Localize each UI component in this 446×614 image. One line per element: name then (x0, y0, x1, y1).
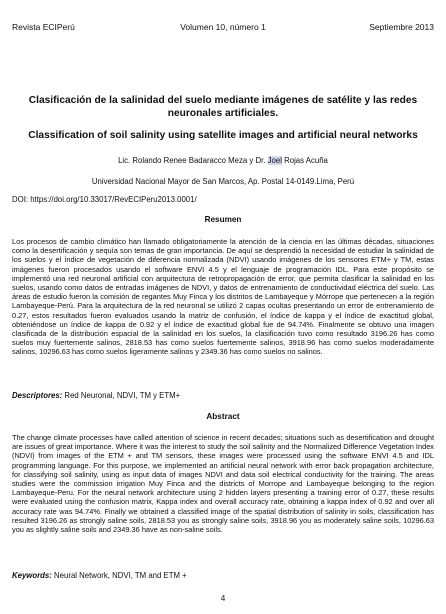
page-number: 4 (220, 594, 226, 603)
keywords-text: Neural Network, NDVI, TM and ETM + (51, 571, 187, 580)
authors-highlighted-name[interactable]: Joel (267, 156, 282, 165)
journal-name: Revista ECIPerú (12, 22, 75, 32)
doi-link[interactable]: DOI: https://doi.org/10.33017/RevECIPeru2013.0001/ (12, 195, 197, 204)
abstract-body: The change climate processes have called attention of science in recent decades; situations such as desertification and drought are issues of great importance. Where it was the interest to study the soil salinity and the Normalized Difference Vegetation Index (NDVI) from images of the ETM + and TM sensors, these images were processed using the software ENVI 4.5 and IDL programming language. For this purpose, we implemented an artificial neural network with error back propagation architecture, for classifying soil salinity, using as input data of images NDVI and data soil electrical conductivity for the training. The areas studies were the commission irrigation Muy Finca and the districts of Morrope and Lambayeque belonging to the region Lambayeque-Peru. For the neural network architecture using 2 hidden layers presenting a training error of 0.27, these results were evaluated using the confusion matrix, Kappa index and overall accuracy rate, obtaining a kappa index of 0.92 and over all accuracy rate was 94.74%. Finally we obtained a classified image of the spatial distribution of salinity in soils, classification has resulted 3196.26 as strongly saline soils, 2818.53 you as strongly saline soils, 3918.96 you as moderately saline soils, 10296.63 you as slightly saline soils and 2349.36 have as non-saline soils. (12, 433, 434, 535)
abstract-heading: Abstract (206, 412, 240, 421)
resumen-heading: Resumen (204, 215, 242, 224)
volume-issue: Volumen 10, número 1 (180, 22, 266, 32)
descriptores-text: Red Neuronal, NDVI, TM y ETM+ (62, 391, 181, 400)
affiliation: Universidad Nacional Mayor de San Marcos, Ap. Postal 14-0149.Lima, Perú (91, 177, 355, 186)
descriptores-label: Descriptores: (12, 391, 63, 400)
keywords-line (12, 571, 434, 581)
issue-date: Septiembre 2013 (369, 22, 434, 32)
resumen-body: Los procesos de cambio climático han llamado obligatoriamente la atención de la ciencia en las últimas décadas, situaciones como la desertificación y sequía son temas de gran importancia. De aquí se desprendió la necesidad de estudiar la salinidad de los suelos y el índice de vegetación de diferencia normalizada (NDVI) usando imágenes de los sensores ETM+ y TM, estas imágenes fueron procesados usando el software ENVI 4.5 y el lenguaje de programación IDL. Para este propósito se implementó una red neuronal artificial con arquitectura de retropropagación de error, que permita clasificar la salinidad en los suelos, usando como datos de entradas imágenes de NDVI, y datos de entrenamiento de conductividad eléctrica del suelo. Las áreas de estudio fueron la comisión de regantes Muy Finca y los distritos de Lambayeque y Mórrope que pertenecen a la región Lambayeque-Perú. Para la arquitectura de la red neuronal se utilizó 2 capas ocultas presentando un error de entrenamiento de 0.27, estos resultados fueron evaluados usando la matriz de confusión, el índice de kappa y el índice de exactitud global, obteniéndose un índice de kappa de 0.92 y el índice de exactitud global fue de 94.74%. Finalmente se obtuvo una imagen clasificada de la distribución espacial de la salinidad en los suelos, la clasificación tuvo como resultado 3196.26 has como suelos muy fuertemente salinos, 2818.53 has como suelos fuertemente salinos, 3918.96 has como suelos moderadamente salinos, 10296.63 has como suelos ligeramente salinos y 2349.36 has como suelos no salinos. (12, 237, 434, 357)
authors-after: Rojas Acuña (281, 156, 328, 165)
authors-line (12, 156, 434, 166)
descriptores-line (12, 391, 434, 401)
title-spanish: Clasificación de la salinidad del suelo mediante imágenes de satélite y las redes neuronales artificiales. (28, 95, 418, 119)
title-english: Classification of soil salinity using satellite images and artificial neural networks (28, 130, 418, 141)
running-header (12, 22, 434, 34)
authors-before: Lic. Rolando Renee Badaracco Meza y Dr. (118, 156, 268, 165)
keywords-label: Keywords: (12, 571, 52, 580)
